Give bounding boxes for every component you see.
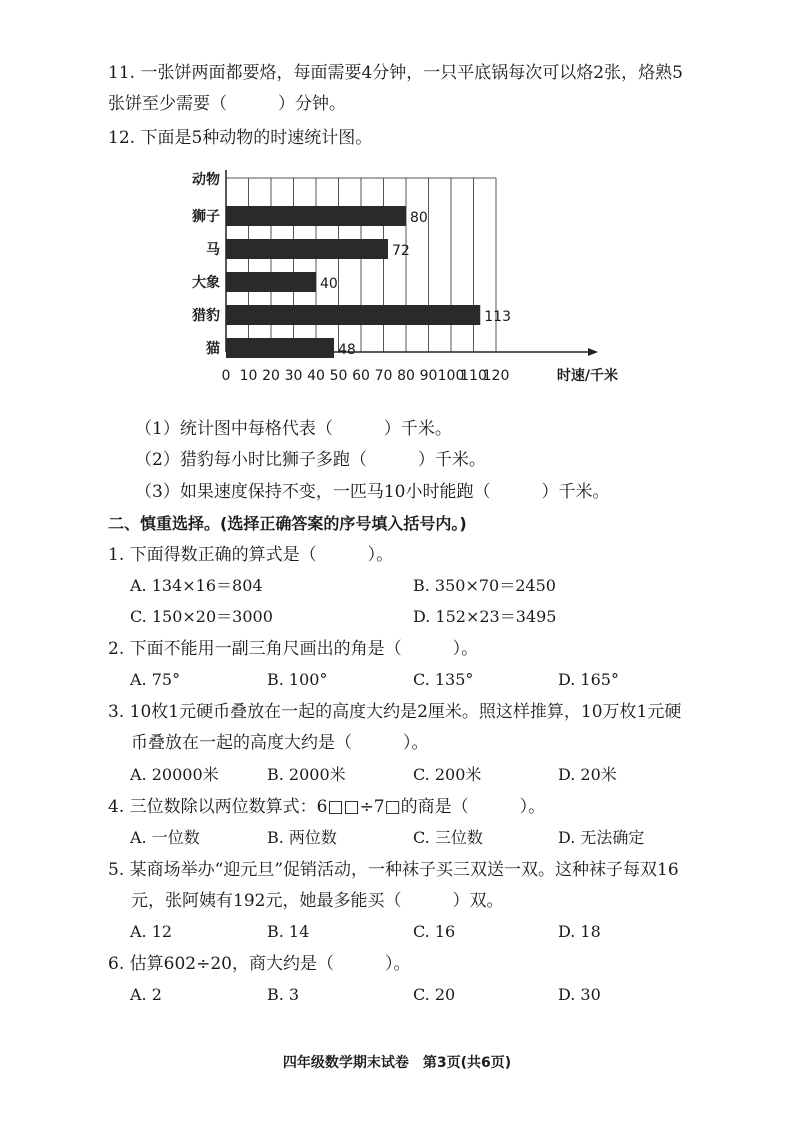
question-3-option-c: C. 200米 (413, 765, 482, 784)
x-tick-label: 20 (262, 368, 280, 384)
value-label: 40 (320, 276, 338, 292)
question-1-option-d: D. 152×23＝3495 (413, 607, 557, 626)
value-label: 48 (338, 342, 356, 358)
question-5-option-d: D. 18 (558, 922, 601, 941)
question-3-option-a: A. 20000米 (130, 765, 219, 784)
section2-title: 二、慎重选择。(选择正确答案的序号填入括号内。) (108, 514, 467, 533)
value-label: 113 (484, 309, 511, 325)
x-tick-label: 10 (239, 368, 258, 384)
x-tick-label: 30 (284, 368, 303, 384)
question-2-option-d: D. 165° (558, 670, 619, 689)
question-4-option-a: A. 一位数 (130, 828, 200, 847)
question-3-stem-line1: 3. 10枚1元硬币叠放在一起的高度大约是2厘米。照这样推算，10万枚1元硬 (108, 702, 682, 722)
category-label: 猎豹 (192, 308, 220, 324)
question-1-option-b: B. 350×70＝2450 (413, 576, 556, 595)
question-5-option-b: B. 14 (267, 922, 310, 941)
question-4-stem: 4. 三位数除以两位数算式：6□□÷7□的商是（ ）。 (108, 797, 546, 817)
question-6-option-c: C. 20 (413, 985, 456, 1004)
question-5-stem-line1: 5. 某商场举办“迎元旦”促销活动，一种袜子买三双送一双。这种袜子每双16 (108, 860, 679, 880)
q12-sub1: （1）统计图中每格代表（ ）千米。 (135, 419, 452, 439)
category-label: 大象 (192, 275, 220, 291)
question-2-stem: 2. 下面不能用一副三角尺画出的角是（ ）。 (108, 639, 479, 659)
x-tick-label: 120 (482, 368, 510, 384)
x-tick-label: 40 (307, 368, 325, 384)
question-5-option-c: C. 16 (413, 922, 456, 941)
question-3-option-d: D. 20米 (558, 765, 617, 784)
bar-2 (226, 272, 316, 292)
x-tick-label: 80 (397, 368, 415, 384)
bar-4 (226, 338, 334, 358)
q12-sub2: （2）猎豹每小时比狮子多跑（ ）千米。 (135, 450, 486, 470)
question-5-stem-line2: 元，张阿姨有192元，她最多能买（ ）双。 (131, 891, 504, 911)
question-6-option-d: D. 30 (558, 985, 601, 1004)
question-6-option-a: A. 2 (130, 985, 162, 1004)
question-4-option-c: C. 三位数 (413, 828, 483, 847)
question-1-option-c: C. 150×20＝3000 (130, 607, 273, 626)
q12-title: 12. 下面是5种动物的时速统计图。 (108, 128, 373, 148)
x-tick-label: 110 (460, 368, 487, 384)
bar-1 (226, 239, 388, 259)
category-label: 狮子 (192, 209, 220, 225)
x-axis-arrow (588, 348, 598, 356)
bar-3 (226, 305, 480, 325)
q11-line1: 11. 一张饼两面都要烙，每面需要4分钟，一只平底锅每次可以烙2张，烙熟5 (108, 63, 683, 83)
x-tick-label: 0 (221, 368, 231, 384)
question-1-stem: 1. 下面得数正确的算式是（ ）。 (108, 545, 394, 565)
q11-line2: 张饼至少需要（ ）分钟。 (108, 94, 346, 114)
category-label: 猫 (206, 341, 220, 357)
question-2-option-a: A. 75° (130, 670, 181, 689)
page-footer: 四年级数学期末试卷 第3页(共6页) (282, 1055, 512, 1071)
x-tick-label: 90 (419, 368, 438, 384)
x-tick-label: 50 (329, 368, 348, 384)
value-label: 72 (392, 243, 410, 259)
question-6-stem: 6. 估算602÷20，商大约是（ ）。 (108, 954, 411, 974)
x-tick-label: 70 (374, 368, 393, 384)
question-2-option-b: B. 100° (267, 670, 328, 689)
question-4-option-d: D. 无法确定 (558, 828, 645, 847)
bar-0 (226, 206, 406, 226)
x-axis-title: 时速/千米 (556, 368, 618, 384)
x-tick-label: 100 (437, 368, 465, 384)
value-label: 80 (410, 210, 428, 226)
question-3-stem-line2: 币叠放在一起的高度大约是（ ）。 (131, 733, 429, 753)
question-3-option-b: B. 2000米 (267, 765, 346, 784)
category-label: 马 (206, 242, 220, 258)
speed-bar-chart (180, 160, 620, 400)
question-2-option-c: C. 135° (413, 670, 474, 689)
question-5-option-a: A. 12 (130, 922, 173, 941)
q12-sub3: （3）如果速度保持不变，一匹马10小时能跑（ ）千米。 (135, 482, 610, 502)
question-6-option-b: B. 3 (267, 985, 300, 1004)
question-4-option-b: B. 两位数 (267, 828, 337, 847)
x-tick-label: 60 (352, 368, 370, 384)
y-axis-title: 动物 (192, 172, 220, 188)
question-1-option-a: A. 134×16＝804 (130, 576, 263, 595)
